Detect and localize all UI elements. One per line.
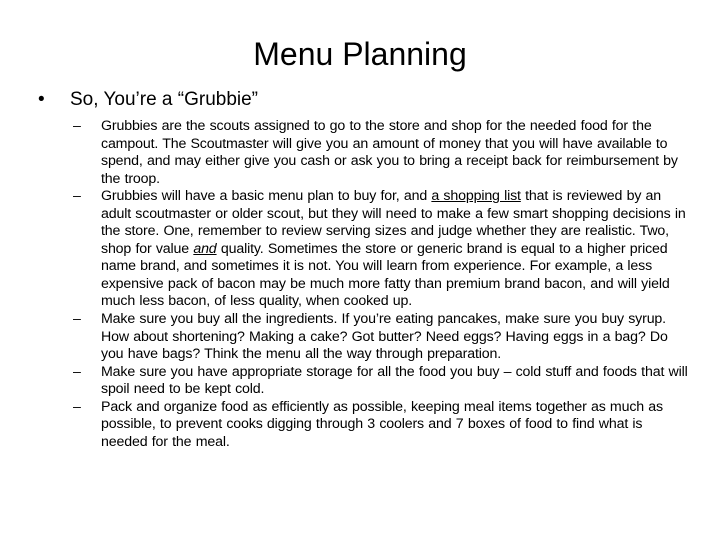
shopping-list-link[interactable]: a shopping list	[431, 188, 521, 205]
sub-bullet-text-part: quality. Sometimes the store or generic brand is equal to a higher priced name brand, and sometimes it is not. You will learn from experience. For example, a less expensive pack of bacon may be much more fatty than premium brand bacon, and will yield much less bacon, of less quality, when cooked up.	[101, 240, 670, 310]
sub-bullet-text: Pack and organize food as efficiently as possible, keeping meal items together as much as possible, to prevent cooks digging through 3 coolers and 7 boxes of food to find what is needed for the meal.	[101, 398, 663, 450]
sub-bullet-text-part: that is reviewed by an adult scoutmaster or older scout, but they will need to make a few smart shopping decisions in the store. One, remember to review serving sizes and judge whether they are realistic. Two, shop for value	[101, 188, 686, 257]
sub-bullet-1	[73, 118, 689, 188]
main-bullet-text: So, You’re a “Grubbie”	[70, 89, 259, 110]
sub-bullet-text	[101, 188, 689, 311]
dash-marker: –	[73, 311, 81, 328]
sub-bullet-5	[73, 399, 689, 452]
sub-bullet-text: Make sure you buy all the ingredients. If you’re eating pancakes, make sure you buy syrup. How about shortening? Making a cake? Got butter? Need eggs? Having eggs in a bag? Do you have bags? Think the menu all the way through preparation.	[101, 311, 668, 363]
sub-bullet-list	[73, 118, 689, 451]
dash-marker: –	[73, 188, 81, 205]
sub-bullet-text-part: Grubbies will have a basic menu plan to buy for, and	[101, 188, 432, 205]
dash-marker: –	[73, 118, 81, 134]
sub-bullet-text: Grubbies are the scouts assigned to go to the store and shop for the needed food for the campout. The Scoutmaster will give you an amount of money that you will have available to spend, and may either give you cash or ask you to bring a receipt back for reimbursement by the troop.	[101, 118, 678, 187]
emphasis-and: and	[193, 240, 217, 257]
slide-title: Menu Planning	[253, 36, 467, 72]
bullet-marker: •	[38, 89, 45, 110]
dash-marker: –	[73, 398, 81, 415]
sub-bullet-text: Make sure you have appropriate storage for all the food you buy – cold stuff and foods that will spoil need to be kept cold.	[101, 363, 688, 398]
sub-bullet-2	[73, 188, 689, 311]
sub-bullet-3	[73, 311, 689, 364]
dash-marker: –	[73, 363, 81, 380]
sub-bullet-4	[73, 364, 689, 399]
main-bullet	[38, 88, 258, 112]
